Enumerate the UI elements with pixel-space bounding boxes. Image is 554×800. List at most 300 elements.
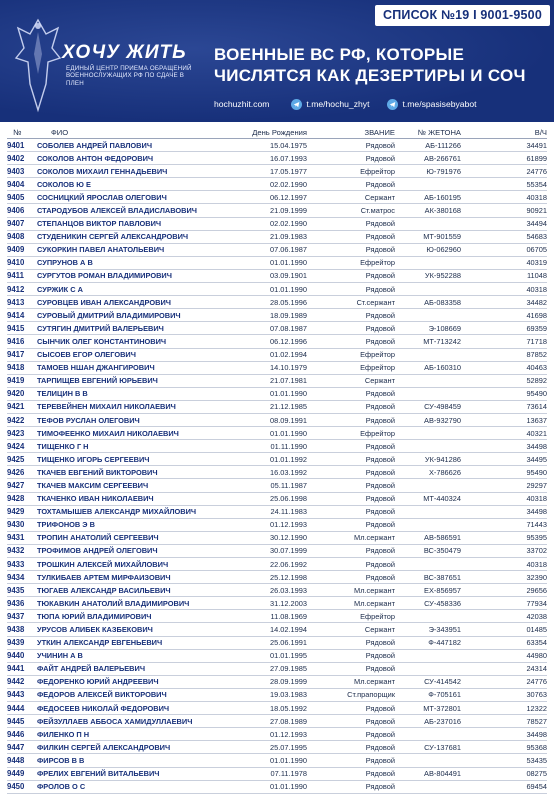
row-dob: 06.12.1997	[270, 192, 307, 202]
row-token: Ю-791976	[426, 166, 461, 176]
row-dob: 25.06.1998	[270, 494, 307, 504]
row-unit: 69454	[526, 782, 547, 792]
row-num: 9425	[7, 454, 25, 464]
row-name: СУКОРКИН ПАВЕЛ АНАТОЛЬЕВИЧ	[37, 245, 165, 255]
row-dob: 07.11.1978	[270, 769, 307, 779]
row-rank: Рядовой	[365, 336, 395, 346]
table-row	[7, 676, 547, 689]
row-dob: 07.06.1987	[270, 245, 307, 255]
row-num: 9419	[7, 376, 25, 386]
row-num: 9443	[7, 690, 25, 700]
row-rank: Рядовой	[365, 782, 395, 792]
table-row	[7, 728, 547, 741]
row-dob: 28.05.1996	[270, 297, 307, 307]
row-unit: 34498	[526, 441, 547, 451]
row-token: АБ-160310	[424, 363, 461, 373]
table-row	[7, 191, 547, 204]
row-rank: Ефрейтор	[360, 363, 395, 373]
row-name: СТЕПАНЦОВ ВИКТОР ПАВЛОВИЧ	[37, 219, 162, 229]
telegram-link-2[interactable]	[387, 99, 476, 110]
row-num: 9422	[7, 415, 25, 425]
page-header	[0, 0, 554, 122]
row-name: ТЮПА ЮРИЙ ВЛАДИМИРОВИЧ	[37, 611, 152, 621]
row-num: 9406	[7, 206, 25, 216]
table-row	[7, 414, 547, 427]
table-row	[7, 584, 547, 597]
row-dob: 01.02.1994	[270, 350, 307, 360]
row-unit: 01485	[526, 625, 547, 635]
col-header-rank: ЗВАНИЕ	[364, 127, 395, 137]
row-token: АБ-160195	[424, 192, 461, 202]
row-name: СЫСОЕВ ЕГОР ОЛЕГОВИЧ	[37, 350, 136, 360]
row-dob: 01.01.1990	[270, 258, 307, 268]
row-unit: 29656	[526, 585, 547, 595]
row-unit: 73614	[526, 402, 547, 412]
logo-title: ХОЧУ ЖИТЬ	[62, 42, 187, 63]
row-rank: Рядовой	[365, 140, 395, 150]
row-token: МТ-372801	[423, 703, 461, 713]
row-rank: Рядовой	[365, 729, 395, 739]
row-dob: 25.12.1998	[270, 572, 307, 582]
row-unit: 54683	[526, 232, 547, 242]
row-name: СОБОЛЕВ АНДРЕЙ ПАВЛОВИЧ	[37, 140, 153, 150]
row-dob: 19.03.1983	[270, 690, 307, 700]
row-num: 9434	[7, 572, 25, 582]
row-num: 9412	[7, 284, 25, 294]
row-name: СТАРОДУБОВ АЛЕКСЕЙ ВЛАДИСЛАВОВИЧ	[37, 206, 197, 216]
telegram-link-1[interactable]	[291, 99, 369, 110]
table-row	[7, 309, 547, 322]
row-num: 9410	[7, 258, 25, 268]
title-line-2: ЧИСЛЯТСЯ КАК ДЕЗЕРТИРЫ И СОЧ	[214, 66, 526, 85]
row-name: СУРОВЫЙ ДМИТРИЙ ВЛАДИМИРОВИЧ	[37, 310, 181, 320]
row-unit: 40463	[526, 363, 547, 373]
row-name: ТКАЧЕНКО ИВАН НИКОЛАЕВИЧ	[37, 494, 154, 504]
row-num: 9401	[7, 140, 25, 150]
logo-subtitle: ЕДИНЫЙ ЦЕНТР ПРИЕМА ОБРАЩЕНИЙ ВОЕННОСЛУЖАЩИХ РФ ПО СДАЧЕ В ПЛЕН	[66, 65, 192, 87]
table-row	[7, 401, 547, 414]
table-row	[7, 781, 547, 794]
row-name: СОКОЛОВ МИХАИЛ ГЕННАДЬЕВИЧ	[37, 166, 168, 176]
row-token: АК-380168	[424, 206, 461, 216]
row-unit: 34498	[526, 729, 547, 739]
row-rank: Рядовой	[365, 232, 395, 242]
row-rank: Мл.сержант	[354, 598, 395, 608]
contact-links	[214, 96, 495, 112]
row-name: ТУЛКИБАЕВ АРТЕМ МИРФАИЗОВИЧ	[37, 572, 171, 582]
row-name: ФИЛЕНКО П Н	[37, 729, 90, 739]
col-header-dob: День Рождения	[252, 127, 307, 137]
table-header-row	[7, 126, 547, 139]
row-num: 9431	[7, 533, 25, 543]
row-dob: 01.01.1990	[270, 755, 307, 765]
row-num: 9402	[7, 153, 25, 163]
row-unit: 61899	[526, 153, 547, 163]
row-unit: 34494	[526, 219, 547, 229]
table-row	[7, 283, 547, 296]
row-unit: 24776	[526, 677, 547, 687]
row-dob: 16.03.1992	[270, 467, 307, 477]
row-rank: Ст.прапорщик	[347, 690, 395, 700]
table-row	[7, 754, 547, 767]
title-line-1: ВОЕННЫЕ ВС РФ, КОТОРЫЕ	[214, 45, 465, 64]
table-row	[7, 244, 547, 257]
row-name: ФРОЛОВ О С	[37, 782, 86, 792]
row-token: Х-786626	[428, 467, 461, 477]
row-rank: Рядовой	[365, 742, 395, 752]
telegram-link-2-label: t.me/spasisebyabot	[402, 99, 477, 109]
row-name: СУПРУНОВ А В	[37, 258, 93, 268]
row-rank: Рядовой	[365, 651, 395, 661]
row-unit: 40319	[526, 258, 547, 268]
row-dob: 01.11.1990	[270, 441, 307, 451]
row-rank: Ефрейтор	[360, 166, 395, 176]
row-dob: 07.08.1987	[270, 323, 307, 333]
row-dob: 27.09.1985	[270, 664, 307, 674]
row-rank: Ст.матрос	[360, 206, 395, 216]
row-rank: Ефрейтор	[360, 350, 395, 360]
row-unit: 40318	[526, 494, 547, 504]
row-unit: 71443	[526, 520, 547, 530]
row-num: 9442	[7, 677, 25, 687]
row-dob: 30.12.1990	[270, 533, 307, 543]
row-rank: Рядовой	[365, 323, 395, 333]
row-token: Э-343951	[428, 625, 461, 635]
row-dob: 15.04.1975	[270, 140, 307, 150]
row-token: ВС-387651	[423, 572, 461, 582]
row-rank: Рядовой	[365, 219, 395, 229]
row-name: СОКОЛОВ АНТОН ФЕДОРОВИЧ	[37, 153, 154, 163]
row-num: 9432	[7, 546, 25, 556]
row-num: 9407	[7, 219, 25, 229]
row-name: ФРЕЛИХ ЕВГЕНИЙ ВИТАЛЬЕВИЧ	[37, 769, 160, 779]
row-dob: 31.12.2003	[270, 598, 307, 608]
table-row	[7, 388, 547, 401]
row-token: АБ-111266	[425, 140, 461, 150]
table-row	[7, 637, 547, 650]
row-dob: 22.06.1992	[270, 559, 307, 569]
row-num: 9433	[7, 559, 25, 569]
row-dob: 02.02.1990	[270, 219, 307, 229]
row-unit: 40318	[526, 559, 547, 569]
row-dob: 05.11.1987	[270, 480, 307, 490]
row-num: 9423	[7, 428, 25, 438]
row-unit: 29297	[526, 480, 547, 490]
row-num: 9405	[7, 192, 25, 202]
row-dob: 28.09.1999	[270, 677, 307, 687]
row-num: 9420	[7, 389, 25, 399]
row-token: МТ-713242	[423, 336, 461, 346]
row-name: ТАМОЕВ НШАН ДЖАНГИРОВИЧ	[37, 363, 155, 373]
row-unit: 11048	[526, 271, 547, 281]
row-num: 9437	[7, 611, 25, 621]
row-rank: Рядовой	[365, 454, 395, 464]
row-dob: 24.11.1983	[270, 507, 307, 517]
table-row	[7, 466, 547, 479]
row-token: УК-941286	[424, 454, 461, 464]
table-row	[7, 152, 547, 165]
row-dob: 25.06.1991	[270, 638, 307, 648]
row-unit: 24314	[526, 664, 547, 674]
row-name: ТЕРЕВЕЙНЕН МИХАИЛ НИКОЛАЕВИЧ	[37, 402, 176, 412]
row-name: ФЕЙЗУЛЛАЕВ АББОСА ХАМИДУЛЛАЕВИЧ	[37, 716, 193, 726]
row-dob: 21.09.1999	[270, 206, 307, 216]
row-name: ТЕЛИЦИН В В	[37, 389, 88, 399]
row-unit: 95368	[526, 742, 547, 752]
row-token: Э-108669	[428, 323, 461, 333]
row-rank: Сержант	[364, 376, 395, 386]
row-dob: 01.01.1992	[270, 454, 307, 464]
row-rank: Рядовой	[365, 664, 395, 674]
table-row	[7, 493, 547, 506]
row-unit: 53435	[526, 755, 547, 765]
row-unit: 95395	[526, 533, 547, 543]
row-dob: 01.01.1990	[270, 428, 307, 438]
row-dob: 30.07.1999	[270, 546, 307, 556]
table-row	[7, 178, 547, 191]
row-token: АВ-586591	[424, 533, 461, 543]
row-num: 9427	[7, 480, 25, 490]
row-dob: 18.09.1989	[270, 310, 307, 320]
row-num: 9448	[7, 755, 25, 765]
row-num: 9404	[7, 179, 25, 189]
row-rank: Рядовой	[365, 703, 395, 713]
row-name: ТАРПИЩЕВ ЕВГЕНИЙ ЮРЬЕВИЧ	[37, 376, 158, 386]
row-rank: Рядовой	[365, 441, 395, 451]
row-rank: Рядовой	[365, 467, 395, 477]
row-unit: 90921	[526, 206, 547, 216]
row-rank: Рядовой	[365, 769, 395, 779]
row-dob: 01.01.1990	[270, 782, 307, 792]
table-row	[7, 204, 547, 217]
row-token: Ф-705161	[428, 690, 461, 700]
table-row	[7, 650, 547, 663]
row-token: Ф-447182	[428, 638, 461, 648]
row-rank: Рядовой	[365, 310, 395, 320]
row-num: 9450	[7, 782, 25, 792]
row-name: УТКИН АЛЕКСАНДР ЕВГЕНЬЕВИЧ	[37, 638, 163, 648]
row-rank: Сержант	[364, 625, 395, 635]
table-row	[7, 335, 547, 348]
row-num: 9444	[7, 703, 25, 713]
row-rank: Рядовой	[365, 559, 395, 569]
row-num: 9441	[7, 664, 25, 674]
table-row	[7, 257, 547, 270]
row-rank: Сержант	[364, 192, 395, 202]
deserters-table	[7, 126, 547, 794]
row-dob: 21.12.1985	[270, 402, 307, 412]
row-rank: Рядовой	[365, 520, 395, 530]
row-num: 9414	[7, 310, 25, 320]
row-rank: Рядовой	[365, 415, 395, 425]
row-dob: 02.02.1990	[270, 179, 307, 189]
row-num: 9417	[7, 350, 25, 360]
row-name: ТРОФИМОВ АНДРЕЙ ОЛЕГОВИЧ	[37, 546, 158, 556]
row-name: ТЮГАЕВ АЛЕКСАНДР ВАСИЛЬЕВИЧ	[37, 585, 171, 595]
row-unit: 34491	[526, 140, 547, 150]
row-unit: 34482	[526, 297, 547, 307]
angel-emblem-icon	[8, 14, 68, 116]
row-rank: Рядовой	[365, 389, 395, 399]
row-num: 9446	[7, 729, 25, 739]
row-token: МТ-901559	[423, 232, 461, 242]
page-title	[214, 44, 544, 86]
row-unit: 34495	[526, 454, 547, 464]
row-dob: 01.01.1990	[270, 284, 307, 294]
table-row	[7, 597, 547, 610]
row-dob: 11.08.1969	[270, 611, 307, 621]
table-row	[7, 519, 547, 532]
row-name: ТРИФОНОВ Э В	[37, 520, 95, 530]
row-name: ТРОШКИН АЛЕКСЕЙ МИХАЙЛОВИЧ	[37, 559, 169, 569]
row-dob: 21.07.1981	[270, 376, 307, 386]
row-name: СУРЖИК С А	[37, 284, 83, 294]
table-row	[7, 663, 547, 676]
row-unit: 40321	[526, 428, 547, 438]
site-link[interactable]: hochuzhit.com	[214, 99, 270, 109]
row-rank: Рядовой	[365, 480, 395, 490]
row-num: 9436	[7, 598, 25, 608]
col-header-name: ФИО	[51, 127, 69, 137]
row-num: 9408	[7, 232, 25, 242]
row-unit: 78527	[526, 716, 547, 726]
table-row	[7, 768, 547, 781]
row-unit: 34498	[526, 507, 547, 517]
row-unit: 95490	[526, 467, 547, 477]
row-unit: 40318	[526, 192, 547, 202]
row-name: ФЕДОРОВ АЛЕКСЕЙ ВИКТОРОВИЧ	[37, 690, 167, 700]
row-unit: 32390	[526, 572, 547, 582]
table-row	[7, 506, 547, 519]
row-rank: Рядовой	[365, 245, 395, 255]
row-name: СУРОВЦЕВ ИВАН АЛЕКСАНДРОВИЧ	[37, 297, 171, 307]
row-num: 9435	[7, 585, 25, 595]
telegram-icon	[387, 99, 398, 110]
row-name: ФАЙТ АНДРЕЙ ВАЛЕРЬЕВИЧ	[37, 664, 146, 674]
row-rank: Рядовой	[365, 494, 395, 504]
row-rank: Ефрейтор	[360, 611, 395, 621]
row-rank: Рядовой	[365, 271, 395, 281]
row-unit: 69359	[526, 323, 547, 333]
row-num: 9403	[7, 166, 25, 176]
row-name: ТИМОФЕЕНКО МИХАИЛ НИКОЛАЕВИЧ	[37, 428, 179, 438]
row-rank: Ст.сержант	[356, 297, 395, 307]
row-dob: 14.10.1979	[270, 363, 307, 373]
row-unit: 95490	[526, 389, 547, 399]
row-unit: 71718	[526, 336, 547, 346]
table-row	[7, 270, 547, 283]
row-token: МТ-440324	[423, 494, 461, 504]
row-num: 9438	[7, 625, 25, 635]
row-dob: 01.12.1993	[270, 520, 307, 530]
row-num: 9409	[7, 245, 25, 255]
table-row	[7, 623, 547, 636]
row-name: ТИЩЕНКО ИГОРЬ СЕРГЕЕВИЧ	[37, 454, 150, 464]
row-rank: Рядовой	[365, 507, 395, 517]
telegram-icon	[291, 99, 302, 110]
row-name: СТУДЕНИКИН СЕРГЕЙ АЛЕКСАНДРОВИЧ	[37, 232, 189, 242]
table-body	[7, 139, 547, 794]
row-rank: Рядовой	[365, 179, 395, 189]
row-token: УК-952288	[424, 271, 461, 281]
row-unit: 33702	[526, 546, 547, 556]
row-num: 9411	[7, 271, 24, 281]
row-dob: 16.07.1993	[270, 153, 307, 163]
row-unit: 41698	[526, 310, 547, 320]
table-row	[7, 165, 547, 178]
row-name: ФЕДОРЕНКО ЮРИЙ АНДРЕЕВИЧ	[37, 677, 159, 687]
row-unit: 06705	[526, 245, 547, 255]
row-unit: 44980	[526, 651, 547, 661]
row-rank: Мл.сержант	[354, 677, 395, 687]
row-token: АБ-083358	[424, 297, 461, 307]
row-unit: 40318	[526, 284, 547, 294]
row-name: ТКАЧЕВ ЕВГЕНИЙ ВИКТОРОВИЧ	[37, 467, 158, 477]
row-token: СУ-498459	[424, 402, 461, 412]
row-rank: Рядовой	[365, 284, 395, 294]
row-unit: 55354	[526, 179, 547, 189]
row-name: ФИРСОВ В В	[37, 755, 85, 765]
row-num: 9424	[7, 441, 25, 451]
row-rank: Рядовой	[365, 755, 395, 765]
row-token: СУ-137681	[424, 742, 461, 752]
table-row	[7, 218, 547, 231]
table-row	[7, 702, 547, 715]
row-name: СОСНИЦКИЙ ЯРОСЛАВ ОЛЕГОВИЧ	[37, 192, 167, 202]
row-dob: 17.05.1977	[270, 166, 307, 176]
row-rank: Мл.сержант	[354, 585, 395, 595]
table-row	[7, 571, 547, 584]
col-header-token: № ЖЕТОНА	[417, 127, 461, 137]
row-num: 9439	[7, 638, 25, 648]
row-dob: 27.08.1989	[270, 716, 307, 726]
row-rank: Рядовой	[365, 638, 395, 648]
col-header-unit: В/Ч	[534, 127, 547, 137]
table-row	[7, 296, 547, 309]
row-num: 9430	[7, 520, 25, 530]
row-name: ТОХТАМЫШЕВ АЛЕКСАНДР МИХАЙЛОВИЧ	[37, 507, 197, 517]
row-rank: Рядовой	[365, 402, 395, 412]
row-name: УРУСОВ АЛИБЕК КАЗБЕКОВИЧ	[37, 625, 153, 635]
table-row	[7, 715, 547, 728]
table-row	[7, 427, 547, 440]
table-row	[7, 532, 547, 545]
row-num: 9415	[7, 323, 25, 333]
row-dob: 01.01.1990	[270, 389, 307, 399]
table-row	[7, 689, 547, 702]
row-token: ЕХ-856957	[424, 585, 461, 595]
row-name: СУТЯГИН ДМИТРИЙ ВАЛЕРЬЕВИЧ	[37, 323, 164, 333]
row-name: ТИЩЕНКО Г Н	[37, 441, 89, 451]
row-num: 9428	[7, 494, 25, 504]
table-row	[7, 479, 547, 492]
row-name: ТКАЧЕВ МАКСИМ СЕРГЕЕВИЧ	[37, 480, 149, 490]
row-dob: 18.05.1992	[270, 703, 307, 713]
row-dob: 01.12.1993	[270, 729, 307, 739]
telegram-link-1-label: t.me/hochu_zhyt	[306, 99, 370, 109]
row-name: УЧИНИН А В	[37, 651, 83, 661]
row-rank: Рядовой	[365, 572, 395, 582]
row-num: 9418	[7, 363, 25, 373]
row-unit: 77934	[526, 598, 547, 608]
row-rank: Ефрейтор	[360, 428, 395, 438]
row-token: СУ-458336	[424, 598, 461, 608]
row-rank: Рядовой	[365, 716, 395, 726]
table-row	[7, 610, 547, 623]
row-num: 9429	[7, 507, 25, 517]
table-row	[7, 558, 547, 571]
row-num: 9426	[7, 467, 25, 477]
